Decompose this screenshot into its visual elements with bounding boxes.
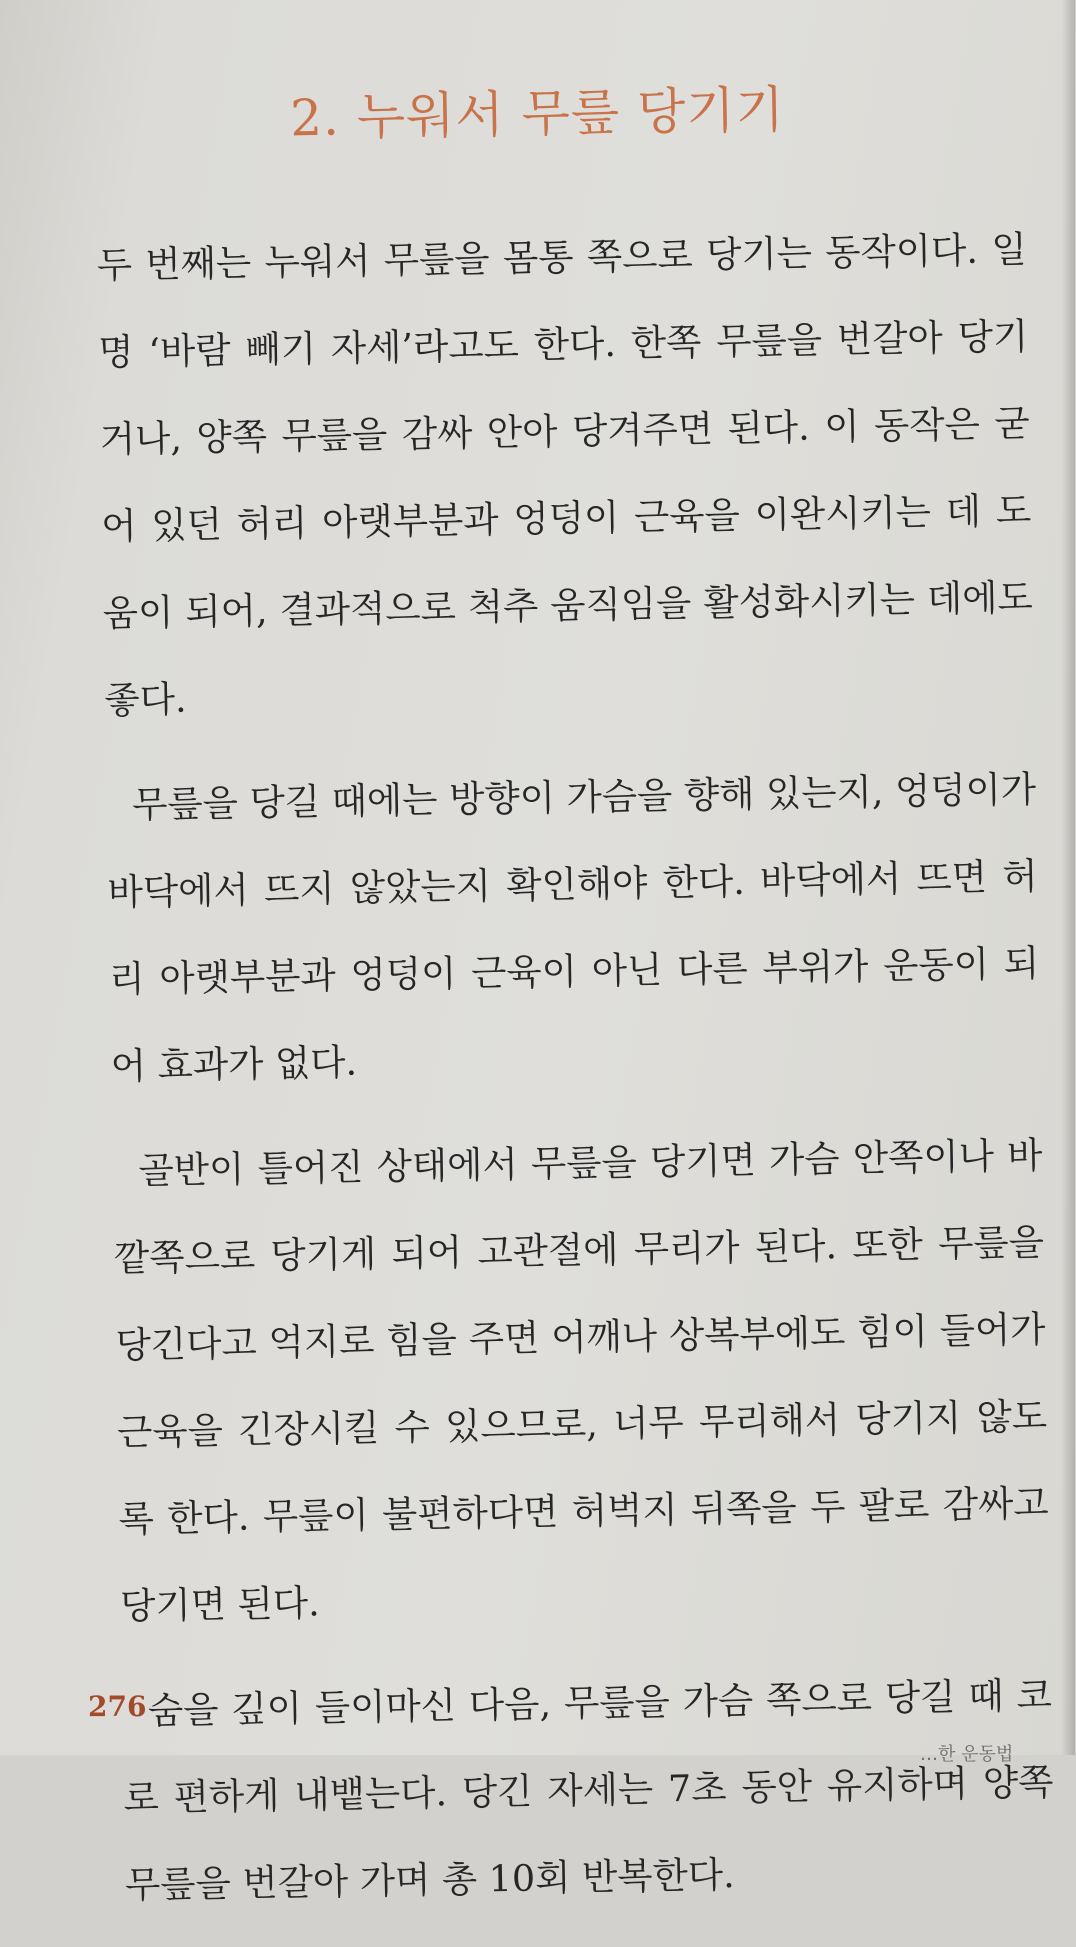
section-title: 2. 누워서 무릎 당기기 [289, 80, 786, 148]
paragraph: 숨을 깊이 들이마신 다음, 무릎을 가슴 쪽으로 당길 때 코로 편하게 내뱉는다. 당긴 자세는 7초 동안 유지하며 양쪽 무릎을 번갈아 가며 총 10회 반복한다. [123, 1673, 1054, 1907]
body-text [96, 206, 1056, 1947]
paragraph: 두 번째는 누워서 무릎을 몸통 쪽으로 당기는 동작이다. 일명 ‘바람 빼기 자세’라고도 한다. 한쪽 무릎을 번갈아 당기거나, 양쪽 무릎을 감싸 안아 당겨주면 된다. 이 동작은 굳어 있던 허리 아랫부분과 엉덩이 근육을 이완시키는 데 도움이 되어, 결과적으로 척추 움직임을 활성화시키는 데에도 좋다. [96, 227, 1034, 722]
paragraph: 골반이 틀어진 상태에서 무릎을 당기면 가슴 안쪽이나 바깥쪽으로 당기게 되어 고관절에 무리가 된다. 또한 무릎을 당긴다고 억지로 힘을 주면 어깨나 상복부에도 힘이 들어가 근육을 긴장시킬 수 있으므로, 너무 무리해서 당기지 않도록 한다. 무릎이 불편하다면 허벅지 뒤쪽을 두 팔로 감싸고 당기면 된다. [113, 1133, 1049, 1628]
page-number: 276 [88, 1690, 147, 1723]
paragraph: 무릎을 당길 때에는 방향이 가슴을 향해 있는지, 엉덩이가 바닥에서 뜨지 않았는지 확인해야 한다. 바닥에서 뜨면 허리 아랫부분과 엉덩이 근육이 아닌 다른 부위가 운동이 되어 효과가 없다. [107, 767, 1040, 1088]
page-edge-shadow [1061, 0, 1075, 1755]
running-footer: …한 운동법 [920, 1744, 1014, 1765]
